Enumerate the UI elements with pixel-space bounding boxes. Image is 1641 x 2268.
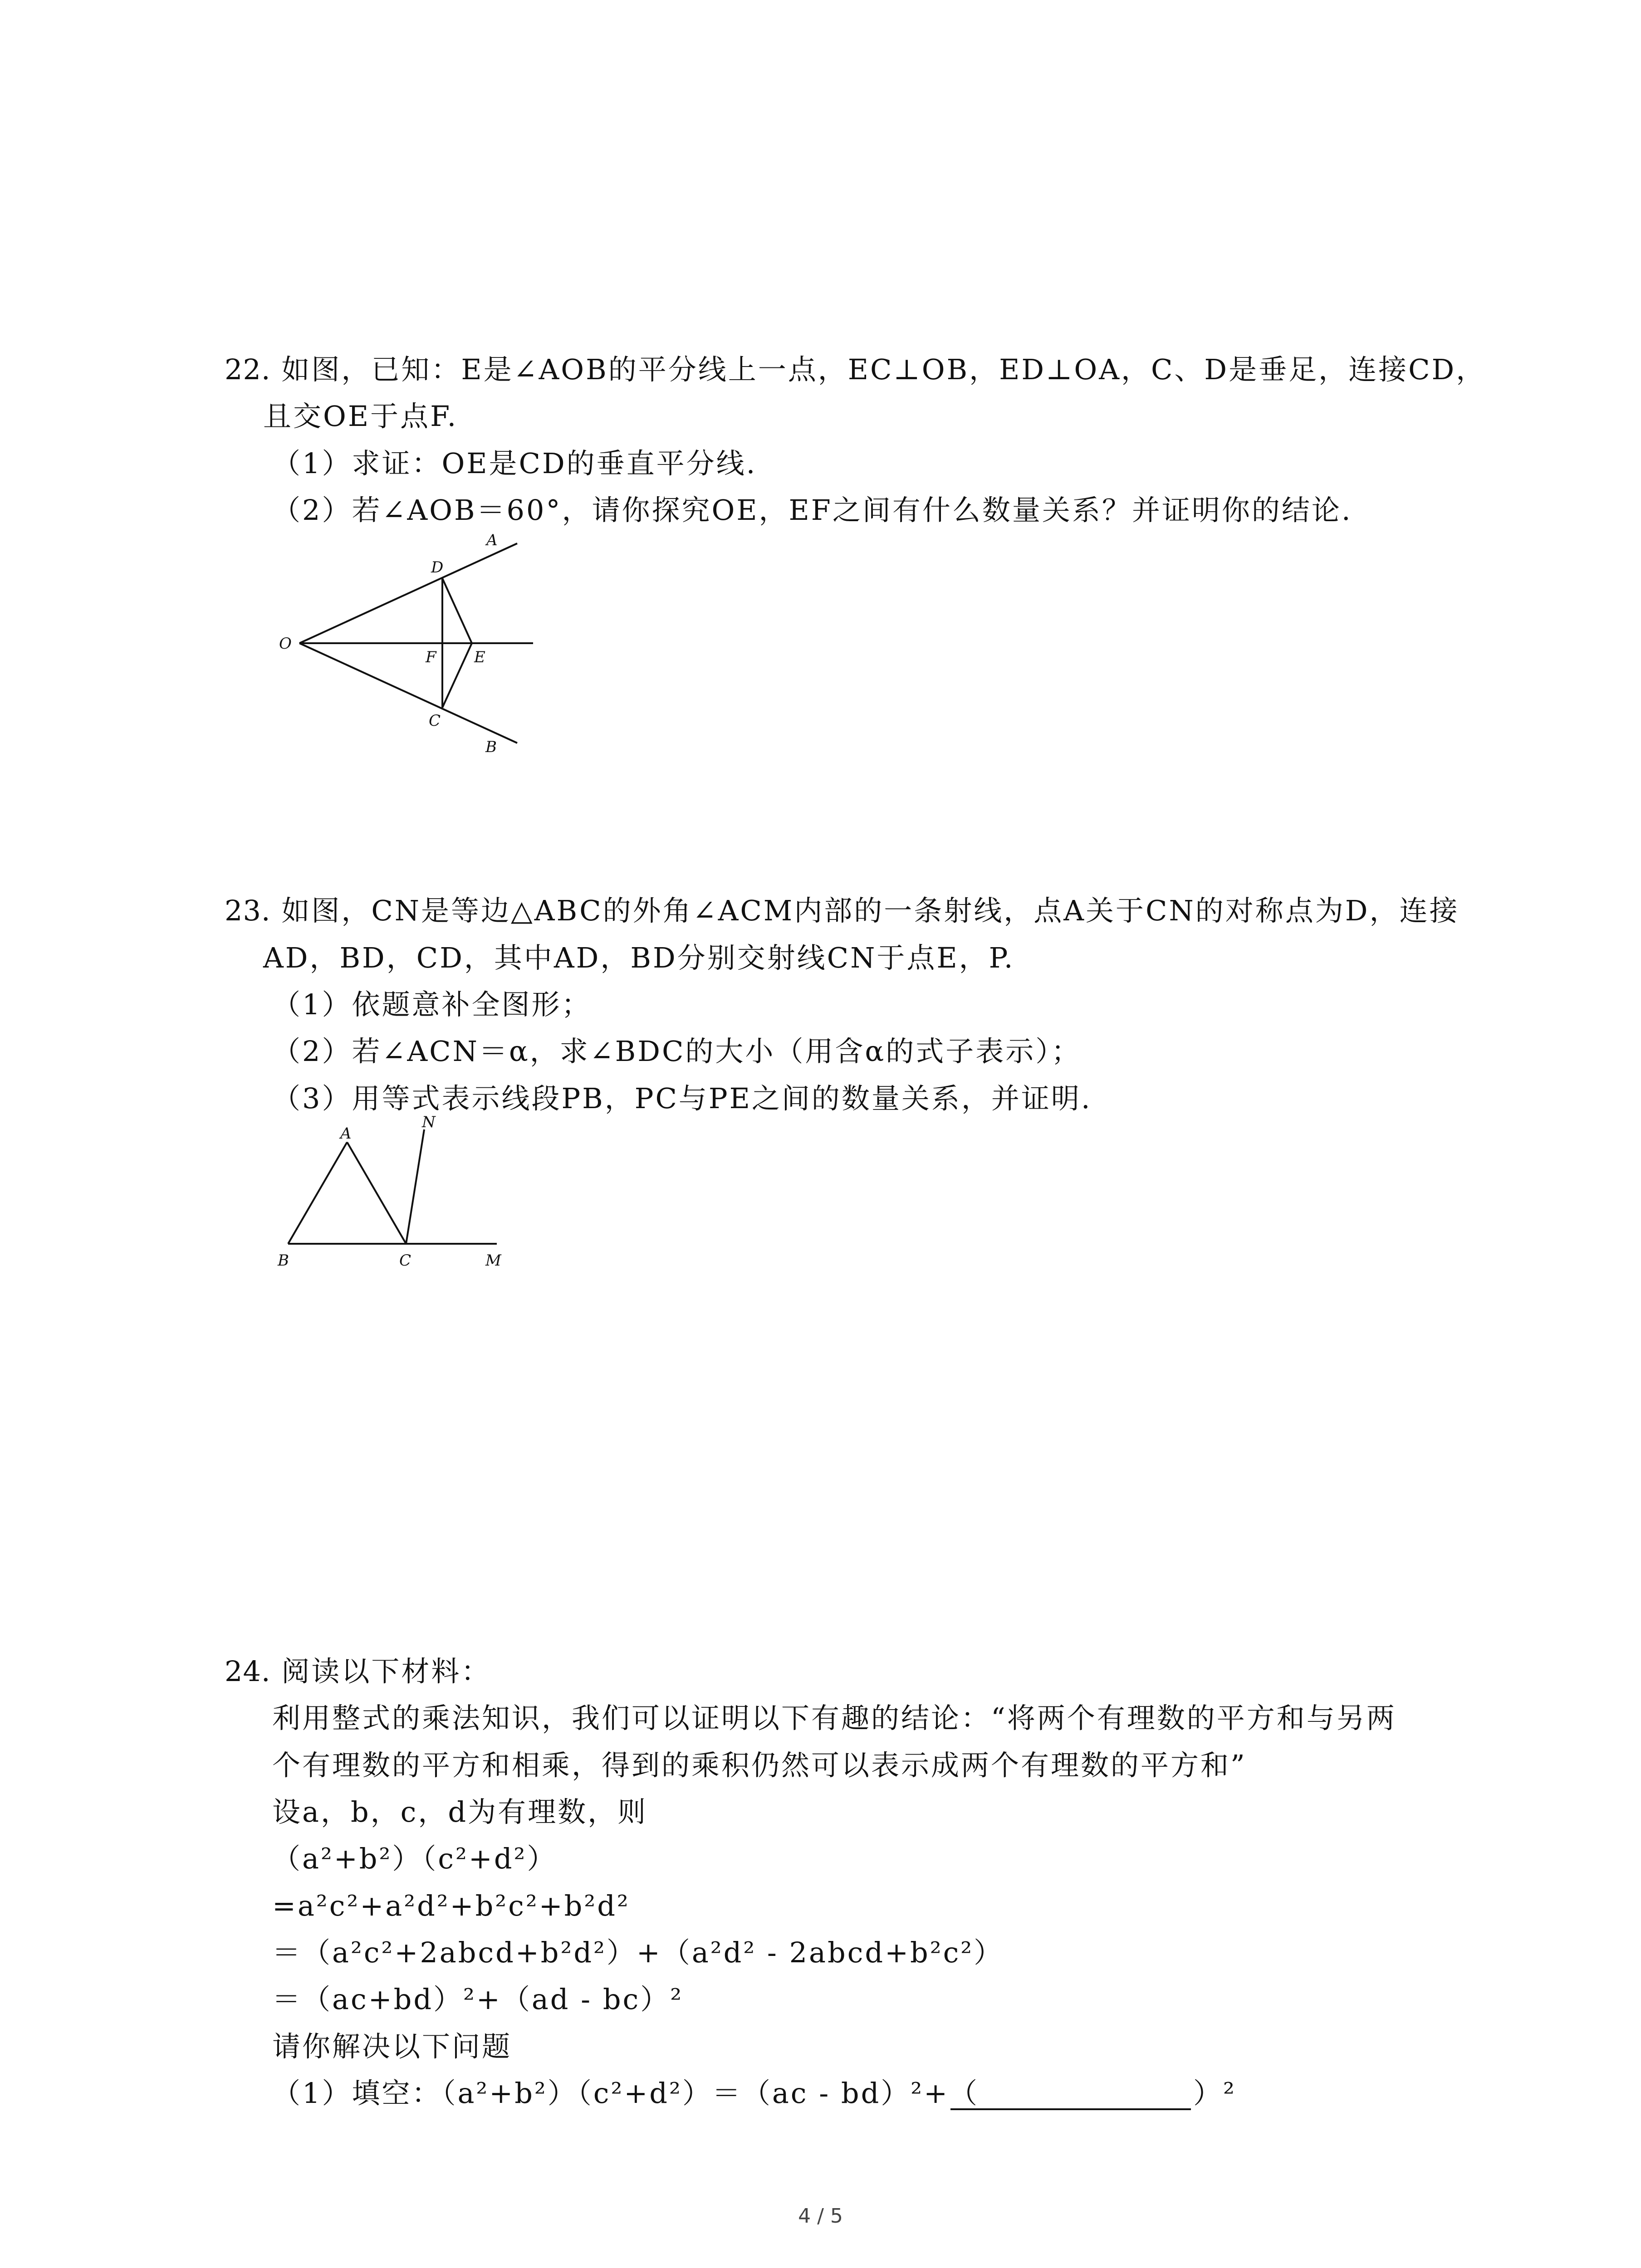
q24-line1: 24. 阅读以下材料：: [225, 1655, 491, 1688]
label-b: B: [278, 1251, 289, 1270]
q24-line2: 利用整式的乘法知识，我们可以证明以下有趣的结论：“将两个有理数的平方和与另两: [272, 1701, 1396, 1735]
q23-figure: [272, 1111, 526, 1275]
ray-cn: [406, 1129, 424, 1244]
q22-number: 22.: [225, 353, 271, 386]
q22-part2: （2）若∠AOB＝60°，请你探究OE，EF之间有什么数量关系？并证明你的结论.: [272, 494, 1352, 527]
q22-figure-lines: [299, 543, 533, 743]
label-f: F: [426, 648, 436, 666]
label-b: B: [485, 738, 497, 756]
q24-number: 24.: [225, 1655, 271, 1688]
ray-oa: [299, 543, 517, 643]
label-d: D: [431, 558, 444, 577]
page-number: 4 / 5: [798, 2204, 843, 2228]
q23-part3: （3）用等式表示线段PB，PC与PE之间的数量关系，并证明.: [272, 1082, 1092, 1115]
q23-line2: AD，BD，CD，其中AD，BD分别交射线CN于点E，P.: [263, 941, 1015, 974]
answer-blank[interactable]: [950, 2108, 1191, 2110]
label-n: N: [422, 1113, 436, 1131]
q24-part1-suffix: ）²: [1193, 2077, 1236, 2110]
q24-eq4: ＝（ac+bd）²+（ad - bc）²: [272, 1983, 684, 2016]
segment-ab: [288, 1142, 347, 1244]
segment-ac: [347, 1142, 406, 1244]
label-m: M: [485, 1251, 501, 1270]
segment-ce: [442, 643, 472, 708]
q24-part1: [272, 2075, 979, 2112]
q24-part1-prefix: （1）填空：（a²+b²）（c²+d²）＝（ac - bd）²+（: [272, 2077, 980, 2110]
q23-part1: （1）依题意补全图形；: [272, 988, 592, 1021]
q23-figure-lines: [288, 1129, 497, 1244]
label-a: A: [486, 531, 498, 549]
label-a: A: [340, 1124, 352, 1143]
label-e: E: [474, 648, 485, 666]
q22-line1: 22. 如图，已知：E是∠AOB的平分线上一点，EC⊥OB，ED⊥OA，C、D是垂足，连接CD，: [225, 353, 1486, 386]
q22-part1: （1）求证：OE是CD的垂直平分线.: [272, 447, 757, 480]
q23-line1: 23. 如图，CN是等边△ABC的外角∠ACM内部的一条射线，点A关于CN的对称点为D，连接: [225, 894, 1460, 927]
q22-line2: 且交OE于点F.: [263, 400, 458, 433]
label-o: O: [279, 635, 292, 653]
q24-eq3: ＝（a²c²+2abcd+b²d²）+（a²d² - 2abcd+b²c²）: [272, 1936, 1004, 1969]
q23-part2: （2）若∠ACN＝α，求∠BDC的大小（用含α的式子表示）；: [272, 1035, 1082, 1068]
label-c: C: [399, 1251, 411, 1270]
q24-line5: 请你解决以下问题: [272, 2030, 512, 2063]
q24-line4: 设a，b，c，d为有理数，则: [272, 1795, 648, 1828]
q24-eq2: =a²c²+a²d²+b²c²+b²d²: [272, 1889, 630, 1922]
q22-figure: [272, 531, 544, 771]
q24-eq1: （a²+b²）（c²+d²）: [272, 1842, 557, 1875]
segment-de: [442, 578, 472, 643]
label-c: C: [429, 712, 441, 730]
q23-number: 23.: [225, 894, 271, 927]
q24-line3: 个有理数的平方和相乘，得到的乘积仍然可以表示成两个有理数的平方和”: [272, 1749, 1247, 1782]
